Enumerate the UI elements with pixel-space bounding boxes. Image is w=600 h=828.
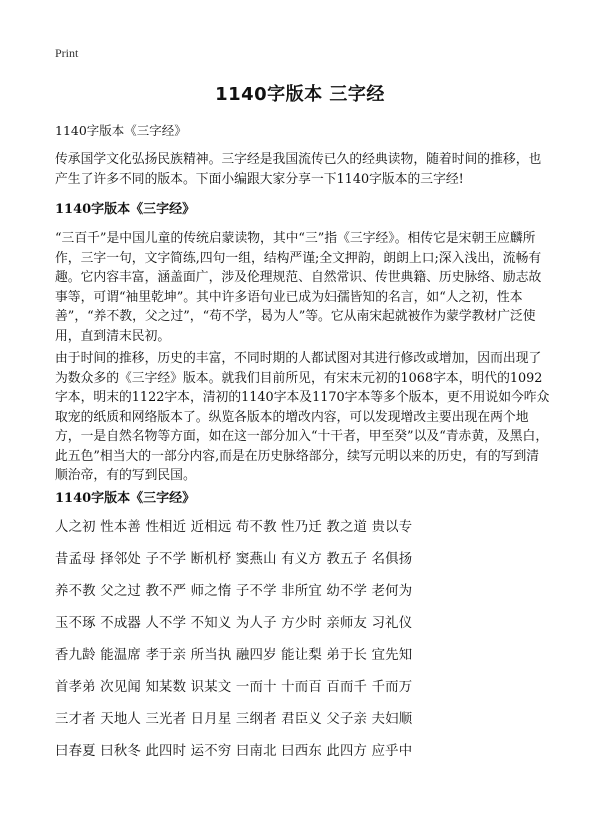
verse-line: 香九龄 能温席 孝于亲 所当执 融四岁 能让梨 弟于长 宜先知 xyxy=(55,648,413,663)
history-paragraph: “三百千”是中国儿童的传统启蒙读物，其中“三”指《三字经》。相传它是宋朝王应麟所作，三字一句，文字简练,四句一组，结构严谨;全文押韵，朗朗上口;深入浅出，流畅有趣。它内容丰富，涵盖面广，涉及伦理规范、自然常识、传世典籍、历史脉络、励志故事等，可谓“袖里乾坤”。其中许多语句业已成为妇孺皆知的名言，如“人之初，性本善”，“养不教，父之过”，“苟不学，曷为人”等。它从南宋起就被作为蒙学教材广泛使用，直到清末民初。 xyxy=(55,231,542,344)
article-subtitle: 1140字版本《三字经》 xyxy=(55,123,187,138)
intro-paragraph: 传承国学文化弘扬民族精神。三字经是我国流传已久的经典读物，随着时间的推移，也产生了许多不同的版本。下面小编跟大家分享一下1140字版本的三字经! xyxy=(55,152,542,187)
verse-list xyxy=(55,516,555,772)
verse-line: 人之初 性本善 性相近 近相远 苟不教 性乃迁 教之道 贵以专 xyxy=(55,520,413,535)
print-link[interactable]: Print xyxy=(55,46,79,60)
section-heading-2: 1140字版本《三字经》 xyxy=(55,491,196,506)
verse-line: 三才者 天地人 三光者 日月星 三纲者 君臣义 父子亲 夫妇顺 xyxy=(55,712,413,727)
versions-paragraph: 由于时间的推移，历史的丰富，不同时期的人都试图对其进行修改或增加，因而出现了为数众多的《三字经》版本。就我们目前所见，有宋末元初的1068字本，明代的1092字本，明末的1122字本，清初的1140字本及1170字本等多个版本，更不用说如今咋众取宠的纸质和网络版本了。纵览各版本的增改内容，可以发现增改主要出现在两个地方，一是自然名物等方面，如在这一部分加入“十干者，甲至癸”以及“青赤黄，及黑白，此五色”相当大的一部分内容,而是在历史脉络部分，续写元明以来的历史，有的写到清顺治帝，有的写到民国。 xyxy=(55,351,550,483)
verse-line: 昔孟母 择邻处 子不学 断机杼 窦燕山 有义方 教五子 名俱扬 xyxy=(55,552,413,567)
verse-line: 玉不琢 不成器 人不学 不知义 为人子 方少时 亲师友 习礼仪 xyxy=(55,616,413,631)
verse-line: 养不教 父之过 教不严 师之惰 子不学 非所宜 幼不学 老何为 xyxy=(55,584,413,599)
verse-line: 首孝弟 次见闻 知某数 识某文 一而十 十而百 百而千 千而万 xyxy=(55,680,413,695)
verse-line: 曰春夏 曰秋冬 此四时 运不穷 曰南北 曰西东 此四方 应乎中 xyxy=(55,744,413,759)
page-title: 1140字版本 三字经 xyxy=(215,84,385,105)
section-heading-1: 1140字版本《三字经》 xyxy=(55,202,196,217)
